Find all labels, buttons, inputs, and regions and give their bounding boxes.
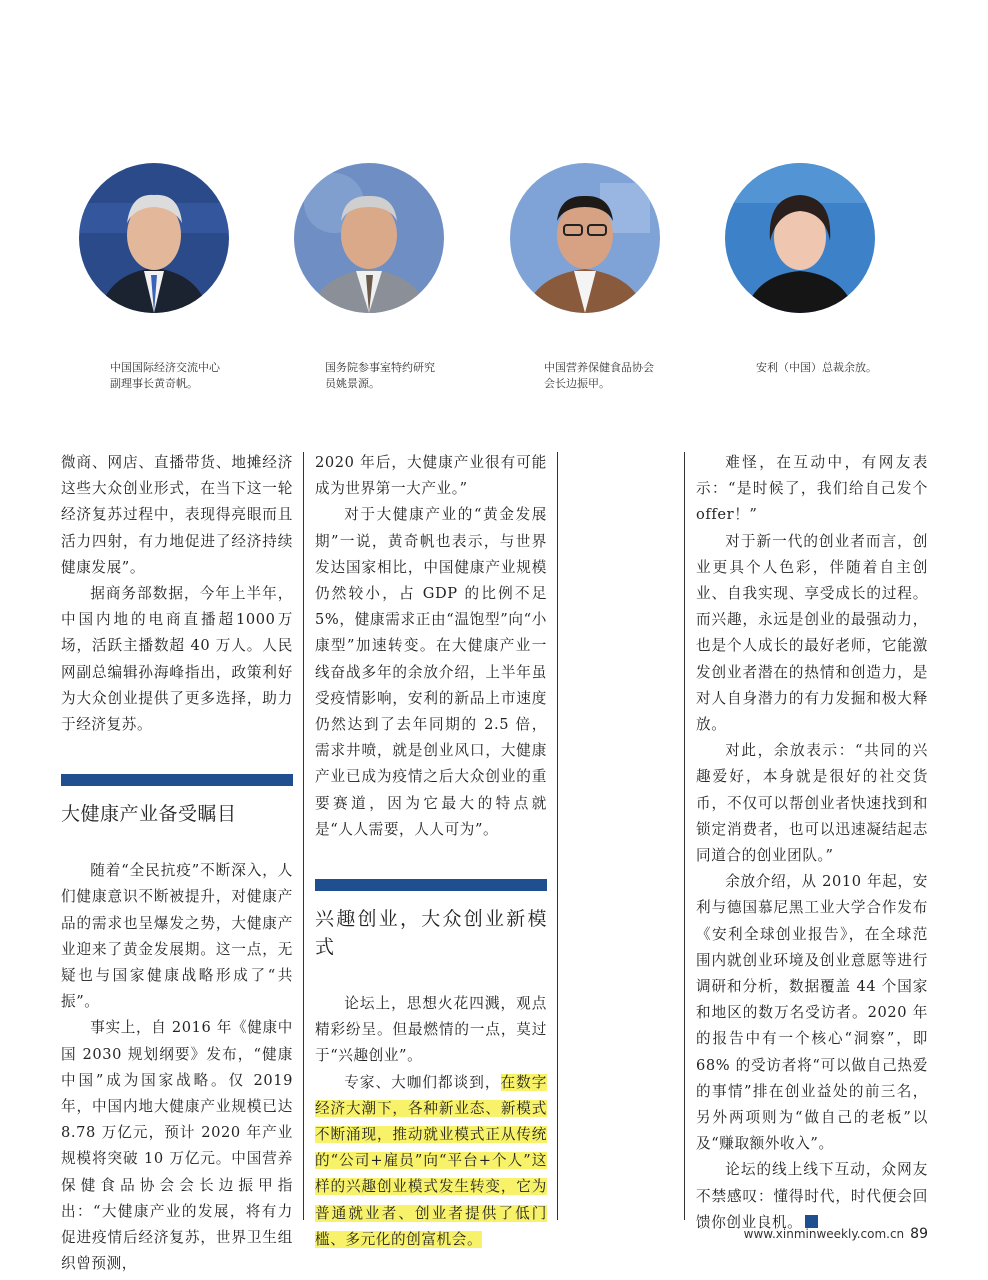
section-bar [61,774,293,786]
section-bar [315,879,547,891]
paragraph: 难怪，在互动中，有网友表示：“是时候了，我们给自己发个 offer！” [696,454,928,524]
paragraph [315,1070,547,1253]
paragraph-text: 论坛的线上线下互动，众网友不禁感叹：懂得时代，时代便会回馈你创业良机。 [696,1161,928,1231]
portrait-huang-qifan [79,163,229,313]
paragraph: 微商、网店、直播带货、地摊经济这些大众创业形式，在当下这一轮经济复苏过程中，表现得亮眼而且活力四射，有力地促进了经济持续健康发展”。 [61,454,293,576]
article-column-3 [696,450,928,1236]
article-column-1 [61,450,293,1277]
paragraph: 随着“全民抗疫”不断深入，人们健康意识不断被提升，对健康产品的需求也呈爆发之势，大健康产业迎来了黄金发展期。这一点，无疑也与国家健康战略形成了“共振”。 [61,862,293,1011]
column-divider [684,452,685,1220]
page-number: 89 [910,1226,928,1242]
highlighted-text: 在数字经济大潮下，各种新业态、新模式不断涌现，推动就业模式正从传统的“公司+雇员”向“平台+个人”这样的兴趣创业模式发生转变，它为普通就业者、创业者提供了低门槛、多元化的创富机会。 [315,1073,547,1248]
section-title: 大健康产业备受瞩目 [61,803,237,826]
caption-bian-zhenjia: 中国营养保健食品协会 会长边振甲。 [544,361,654,390]
caption-yu-fang: 安利（中国）总裁余放。 [756,361,877,374]
caption-huang-qifan: 中国国际经济交流中心 副理事长黄奇帆。 [110,361,220,390]
paragraph: 2020 年后，大健康产业很有可能成为世界第一大产业。” [315,454,547,498]
column-divider [557,452,558,1220]
paragraph [696,1157,928,1236]
column-divider [303,452,304,1220]
portrait-yao-jingyuan [294,163,444,313]
paragraph: 对于新一代的创业者而言，创业更具个人色彩，伴随着自主创业、自我实现、享受成长的过程。而兴趣，永远是创业的最强动力，也是个人成长的最好老师，它能激发创业者潜在的热情和创造力，是对人自身潜力的有力发掘和极大释放。 [696,532,928,734]
article-column-2 [315,450,547,1253]
paragraph: 论坛上，思想火花四溅，观点精彩纷呈。但最燃情的一点，莫过于“兴趣创业”。 [315,995,547,1065]
portrait-yu-fang [725,163,875,313]
paragraph: 对于大健康产业的“黄金发展期”一说，黄奇帆也表示，与世界发达国家相比，中国健康产业规模仍然较小，占 GDP 的比例不足 5%，健康需求正由“温饱型”向“小康型”加速转变。在大健康产业一线奋战多年的余放介绍，上半年虽受疫情影响，安利的新品上市速度仍然达到了去年同期的 2.5 倍，需求井喷，就是创业风口，大健康产业已成为疫情之后大众创业的重要赛道，因为它最大的特点就是“人人需要，人人可为”。 [315,506,547,838]
website-url: www.xinminweekly.com.cn [743,1227,905,1241]
section-title: 兴趣创业，大众创业新模式 [315,908,547,959]
paragraph: 事实上，自 2016 年《健康中国 2030 规划纲要》发布，“健康中国”成为国家战略。仅 2019 年，中国内地大健康产业规模已达 8.78 万亿元，预计 2020 年产业规模将突破 10 万亿元。中国营养保健食品协会会长边振甲指出：“大健康产业的发展，将有力促进疫情后经济复苏，世界卫生组织曾预测， [61,1019,293,1273]
caption-yao-jingyuan: 国务院参事室特约研究 员姚景源。 [325,361,435,390]
paragraph: 对此，余放表示：“共同的兴趣爱好，本身就是很好的社交货币，不仅可以帮创业者快速找到和锁定消费者，也可以迅速凝结起志同道合的创业团队。” [696,742,928,865]
paragraph: 据商务部数据，今年上半年，中国内地的电商直播超1000万场，活跃主播数超 40 万人。人民网副总编辑孙海峰指出，政策利好为大众创业提供了更多选择，助力于经济复苏。 [61,585,293,734]
page-footer [744,1226,928,1242]
paragraph: 余放介绍，从 2010 年起，安利与德国慕尼黑工业大学合作发布《安利全球创业报告》，在全球范围内就创业环境及创业意愿等进行调研和分析，数据覆盖 44 个国家和地区的数万名受访者。2020 年的报告中有一个核心“洞察”，即 68% 的受访者将“可以做自己热爱的事情”排在创业益处的前三名，另外两项则为“做自己的老板”以及“赚取额外收入”。 [696,873,928,1153]
paragraph-lead: 专家、大咖们都谈到， [344,1073,501,1091]
portrait-bian-zhenjia [510,163,660,313]
